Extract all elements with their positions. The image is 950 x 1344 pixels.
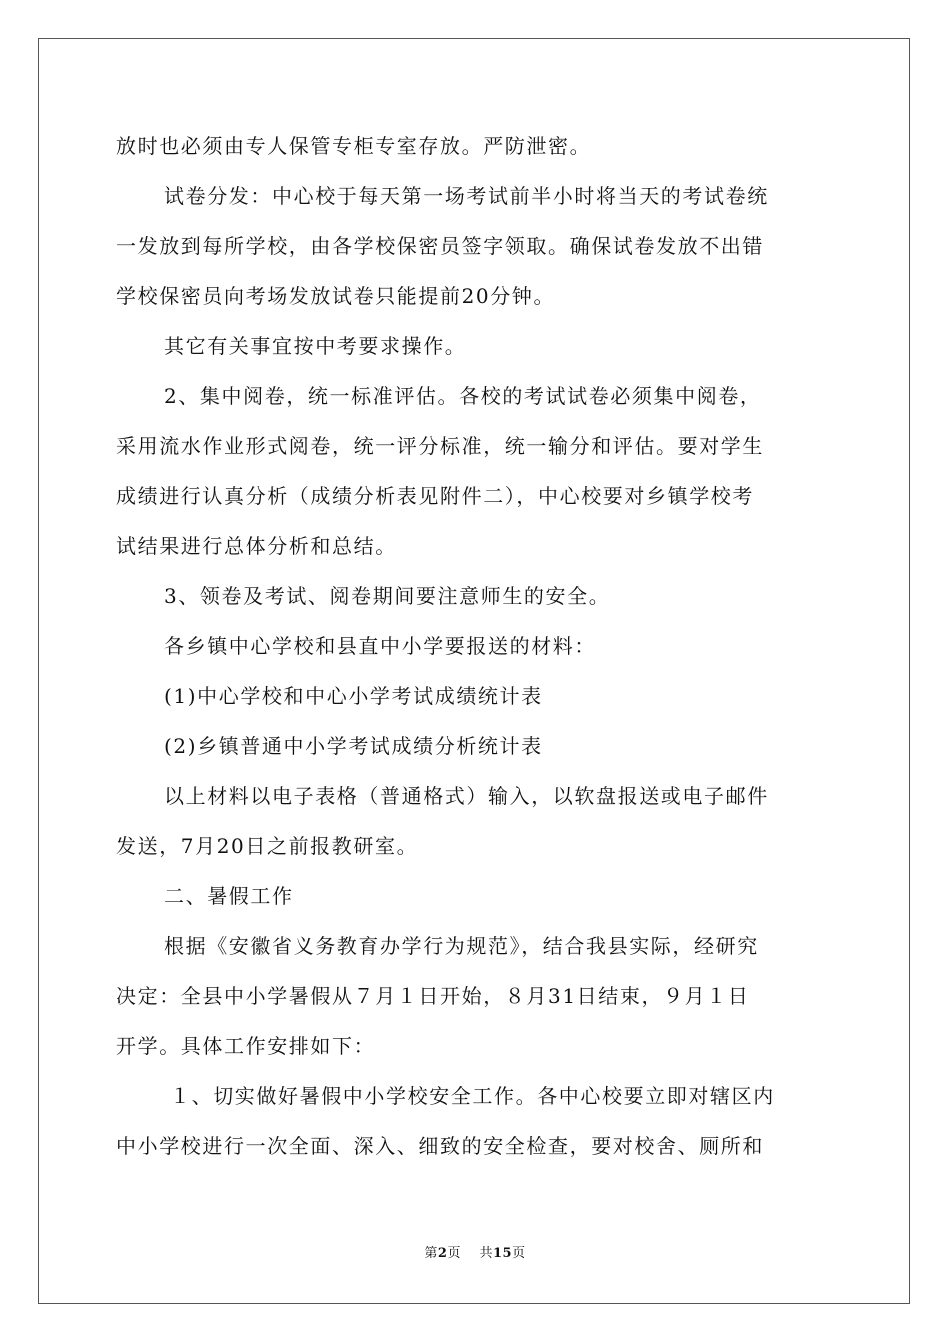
section-heading: 二、暑假工作 <box>164 884 294 908</box>
text-line: 一发放到每所学校，由各学校保密员签字领取。确保试卷发放不出错 <box>116 234 764 258</box>
total-pages: 15 <box>493 1246 513 1261</box>
page-suffix: 页 <box>447 1246 461 1261</box>
text-line: 各乡镇中心学校和县直中小学要报送的材料： <box>164 634 596 658</box>
text-line: 决定：全县中小学暑假从７月１日开始，８月31日结束，９月１日 <box>116 984 750 1008</box>
text-line: 学校保密员向考场发放试卷只能提前20分钟。 <box>116 284 556 308</box>
text-line: (1)中心学校和中心小学考试成绩统计表 <box>164 684 543 708</box>
text-line: 2、集中阅卷，统一标准评估。各校的考试试卷必须集中阅卷， <box>164 384 762 408</box>
text-line: 采用流水作业形式阅卷，统一评分标准，统一输分和评估。要对学生 <box>116 434 764 458</box>
text-line: 开学。具体工作安排如下： <box>116 1034 376 1058</box>
total-prefix: 共 <box>479 1246 493 1261</box>
text-line: １、切实做好暑假中小学校安全工作。各中心校要立即对辖区内 <box>170 1084 775 1108</box>
page-number: 2 <box>437 1246 448 1261</box>
text-line: 试结果进行总体分析和总结。 <box>116 534 397 558</box>
text-line: 发送，7月20日之前报教研室。 <box>116 834 419 858</box>
text-line: 其它有关事宜按中考要求操作。 <box>164 334 467 358</box>
page-prefix: 第 <box>424 1246 438 1261</box>
text-line: 以上材料以电子表格（普通格式）输入，以软盘报送或电子邮件 <box>164 784 769 808</box>
text-line: (2)乡镇普通中小学考试成绩分析统计表 <box>164 734 543 758</box>
document-body <box>116 128 836 1178</box>
text-line: 中小学校进行一次全面、深入、细致的安全检查，要对校舍、厕所和 <box>116 1134 764 1158</box>
text-line: 3、领卷及考试、阅卷期间要注意师生的安全。 <box>164 584 611 608</box>
text-line: 试卷分发：中心校于每天第一场考试前半小时将当天的考试卷统 <box>164 184 769 208</box>
text-line: 成绩进行认真分析（成绩分析表见附件二），中心校要对乡镇学校考 <box>116 484 754 508</box>
text-line: 放时也必须由专人保管专柜专室存放。严防泄密。 <box>116 134 592 158</box>
text-line: 根据《安徽省义务教育办学行为规范》，结合我县实际，经研究 <box>164 934 759 958</box>
total-suffix: 页 <box>512 1246 526 1261</box>
page-footer <box>0 1245 950 1263</box>
